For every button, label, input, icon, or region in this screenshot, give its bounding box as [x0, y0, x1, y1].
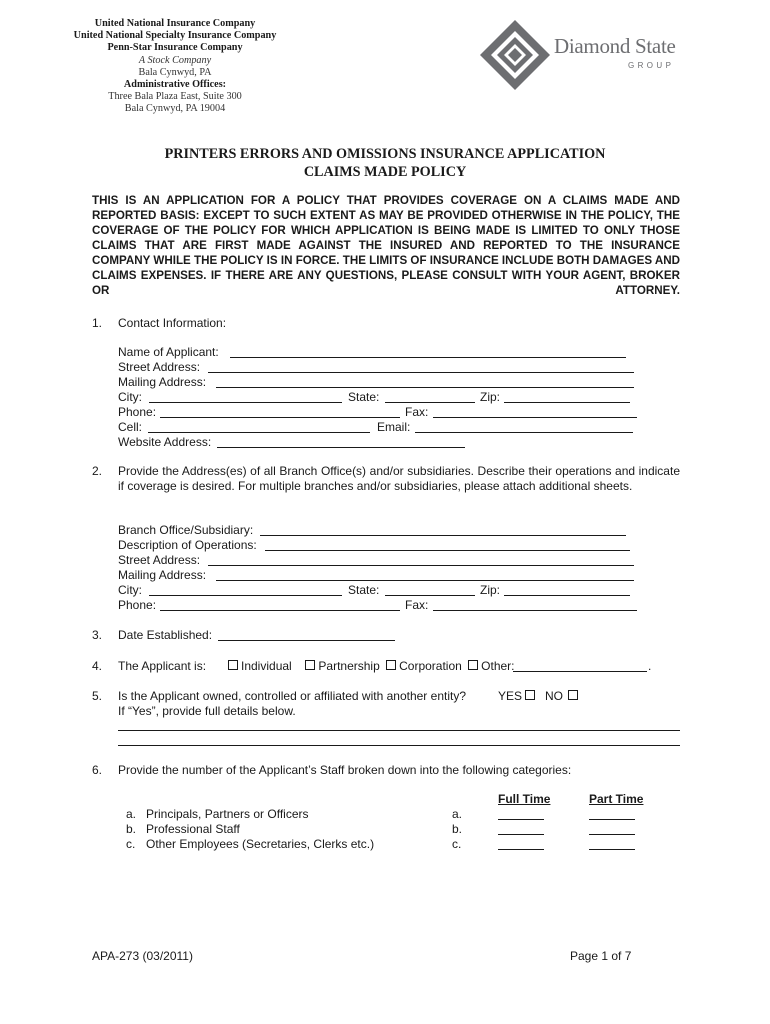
branch-phone-field[interactable] [160, 610, 400, 611]
corporation-option-label: Corporation [399, 659, 462, 673]
full-time-header: Full Time [498, 792, 551, 806]
company-info-block [70, 18, 280, 116]
state-label: State: [348, 583, 380, 597]
form-identifier: APA-273 (03/2011) [92, 949, 193, 963]
email-field[interactable] [415, 432, 633, 433]
part-time-header: Part Time [589, 792, 644, 806]
individual-option-label: Individual [241, 659, 292, 673]
section-heading: Contact Information: [118, 316, 227, 330]
form-title: PRINTERS ERRORS AND OMISSIONS INSURANCE APPLICATION [164, 146, 606, 162]
branch-mailing-address-field[interactable] [216, 580, 634, 581]
phone-label: Phone: [118, 598, 157, 612]
other-checkbox[interactable] [468, 660, 478, 670]
description-of-operations-label: Description of Operations: [118, 538, 257, 552]
section-number: 1. [92, 316, 103, 330]
staff-instructions: Provide the number of the Applicant’s Staff broken down into the following categories: [118, 763, 572, 777]
company-line: Penn-Star Insurance Company [107, 42, 243, 54]
mailing-address-label: Mailing Address: [118, 375, 207, 389]
professional-full-time-field[interactable] [498, 834, 544, 835]
company-line: A Stock Company [138, 54, 212, 66]
staff-row-letter: c. [126, 837, 136, 851]
state-label: State: [348, 390, 380, 404]
date-established-field[interactable] [218, 640, 395, 641]
fax-field[interactable] [433, 417, 637, 418]
company-line: Bala Cynwyd, PA 19004 [124, 103, 226, 115]
branch-zip-field[interactable] [504, 595, 630, 596]
other-employees-part-time-field[interactable] [589, 849, 635, 850]
website-address-label: Website Address: [118, 435, 212, 449]
branch-fax-field[interactable] [433, 610, 637, 611]
staff-row-letter: a. [126, 807, 137, 821]
phone-label: Phone: [118, 405, 157, 419]
individual-checkbox[interactable] [228, 660, 238, 670]
affiliation-details-line-2[interactable] [118, 745, 680, 746]
staff-row-code: a. [452, 807, 463, 821]
mailing-address-field[interactable] [216, 387, 634, 388]
company-line: Three Bala Plaza East, Suite 300 [108, 91, 242, 103]
corporation-checkbox[interactable] [386, 660, 396, 670]
affiliation-followup: If “Yes”, provide full details below. [118, 704, 296, 718]
section-number: 4. [92, 659, 103, 673]
staff-row-code: c. [452, 837, 462, 851]
street-address-field[interactable] [208, 372, 634, 373]
fax-label: Fax: [405, 598, 429, 612]
section-number: 6. [92, 763, 103, 777]
applicant-type-label: The Applicant is: [118, 659, 207, 673]
principals-part-time-field[interactable] [589, 819, 635, 820]
affiliation-details-line-1[interactable] [118, 730, 680, 731]
branch-offices-instructions: Provide the Address(es) of all Branch Office(s) and/or subsidiaries. Describe their operations and indicate if coverage is desired. For multiple branches and/or subsidiaries, please attach additional sheets. [118, 464, 680, 493]
applicant-type-options [225, 659, 515, 673]
city-label: City: [118, 583, 142, 597]
company-line: Administrative Offices: [123, 79, 227, 91]
city-field[interactable] [149, 402, 342, 403]
diamond-state-logo [478, 18, 688, 92]
company-line: United National Insurance Company [94, 18, 256, 29]
zip-label: Zip: [480, 583, 501, 597]
staff-row-letter: b. [126, 822, 137, 836]
fax-label: Fax: [405, 405, 429, 419]
phone-field[interactable] [160, 417, 400, 418]
company-line: Bala Cynwyd, PA [138, 66, 212, 78]
zip-label: Zip: [480, 390, 501, 404]
company-line: United National Specialty Insurance Company [73, 30, 277, 42]
other-option-label: Other: [481, 659, 515, 673]
name-of-applicant-label: Name of Applicant: [118, 345, 219, 359]
other-type-field[interactable] [513, 671, 647, 672]
name-of-applicant-field[interactable] [230, 357, 626, 358]
website-address-field[interactable] [217, 447, 465, 448]
partnership-checkbox[interactable] [305, 660, 315, 670]
date-established-label: Date Established: [118, 628, 213, 642]
professional-staff-label: Professional Staff [146, 822, 240, 836]
street-address-label: Street Address: [118, 553, 201, 567]
form-subtitle: CLAIMS MADE POLICY [303, 164, 467, 180]
city-label: City: [118, 390, 142, 404]
logo-name: Diamond State [554, 34, 676, 58]
branch-office-field[interactable] [260, 535, 626, 536]
branch-office-label: Branch Office/Subsidiary: [118, 523, 254, 537]
branch-state-field[interactable] [385, 595, 475, 596]
affiliation-question: Is the Applicant owned, controlled or affiliated with another entity? [118, 689, 466, 703]
other-employees-label: Other Employees (Secretaries, Clerks etc.) [146, 837, 375, 851]
cell-label: Cell: [118, 420, 143, 434]
zip-field[interactable] [504, 402, 630, 403]
claims-made-notice: THIS IS AN APPLICATION FOR A POLICY THAT PROVIDES COVERAGE ON A CLAIMS MADE AND REPORTED BASIS: EXCEPT TO SUCH EXTENT AS MAY BE PROVIDED OTHERWISE IN THE POLICY, THE COVERAGE OF THE POLICY FOR WHICH APPLICATION IS BEING MADE IS LIMITED TO ONLY THOSE CLAIMS THAT ARE FIRST MADE AGAINST THE INSURED AND REPORTED TO THE INSURANCE COMPANY WHILE THE POLICY IS IN FORCE. THE LIMITS OF INSURANCE INCLUDE BOTH DAMAGES AND CLAIMS EXPENSES. IF THERE ARE ANY QUESTIONS, PLEASE CONSULT WITH YOUR AGENT, BROKER OR ATTORNEY. [92, 194, 680, 297]
section-number: 3. [92, 628, 103, 642]
logo-subtitle: GROUP [628, 61, 675, 70]
staff-row-code: b. [452, 822, 463, 836]
section-number: 5. [92, 689, 103, 703]
no-checkbox[interactable] [568, 690, 578, 700]
state-field[interactable] [385, 402, 475, 403]
street-address-label: Street Address: [118, 360, 201, 374]
yes-option-label: YES [498, 689, 523, 703]
professional-part-time-field[interactable] [589, 834, 635, 835]
branch-street-address-field[interactable] [208, 565, 634, 566]
diamond-logo-icon [478, 18, 552, 92]
no-option-label: NO [545, 689, 563, 703]
description-of-operations-field[interactable] [265, 550, 630, 551]
section-number: 2. [92, 464, 103, 478]
page-number: Page 1 of 7 [570, 949, 632, 963]
email-label: Email: [377, 420, 411, 434]
principals-label: Principals, Partners or Officers [146, 807, 309, 821]
yes-checkbox[interactable] [525, 690, 535, 700]
other-employees-full-time-field[interactable] [498, 849, 544, 850]
cell-field[interactable] [148, 432, 370, 433]
mailing-address-label: Mailing Address: [118, 568, 207, 582]
branch-city-field[interactable] [149, 595, 342, 596]
other-period: . [648, 659, 652, 673]
partnership-option-label: Partnership [318, 659, 380, 673]
principals-full-time-field[interactable] [498, 819, 544, 820]
